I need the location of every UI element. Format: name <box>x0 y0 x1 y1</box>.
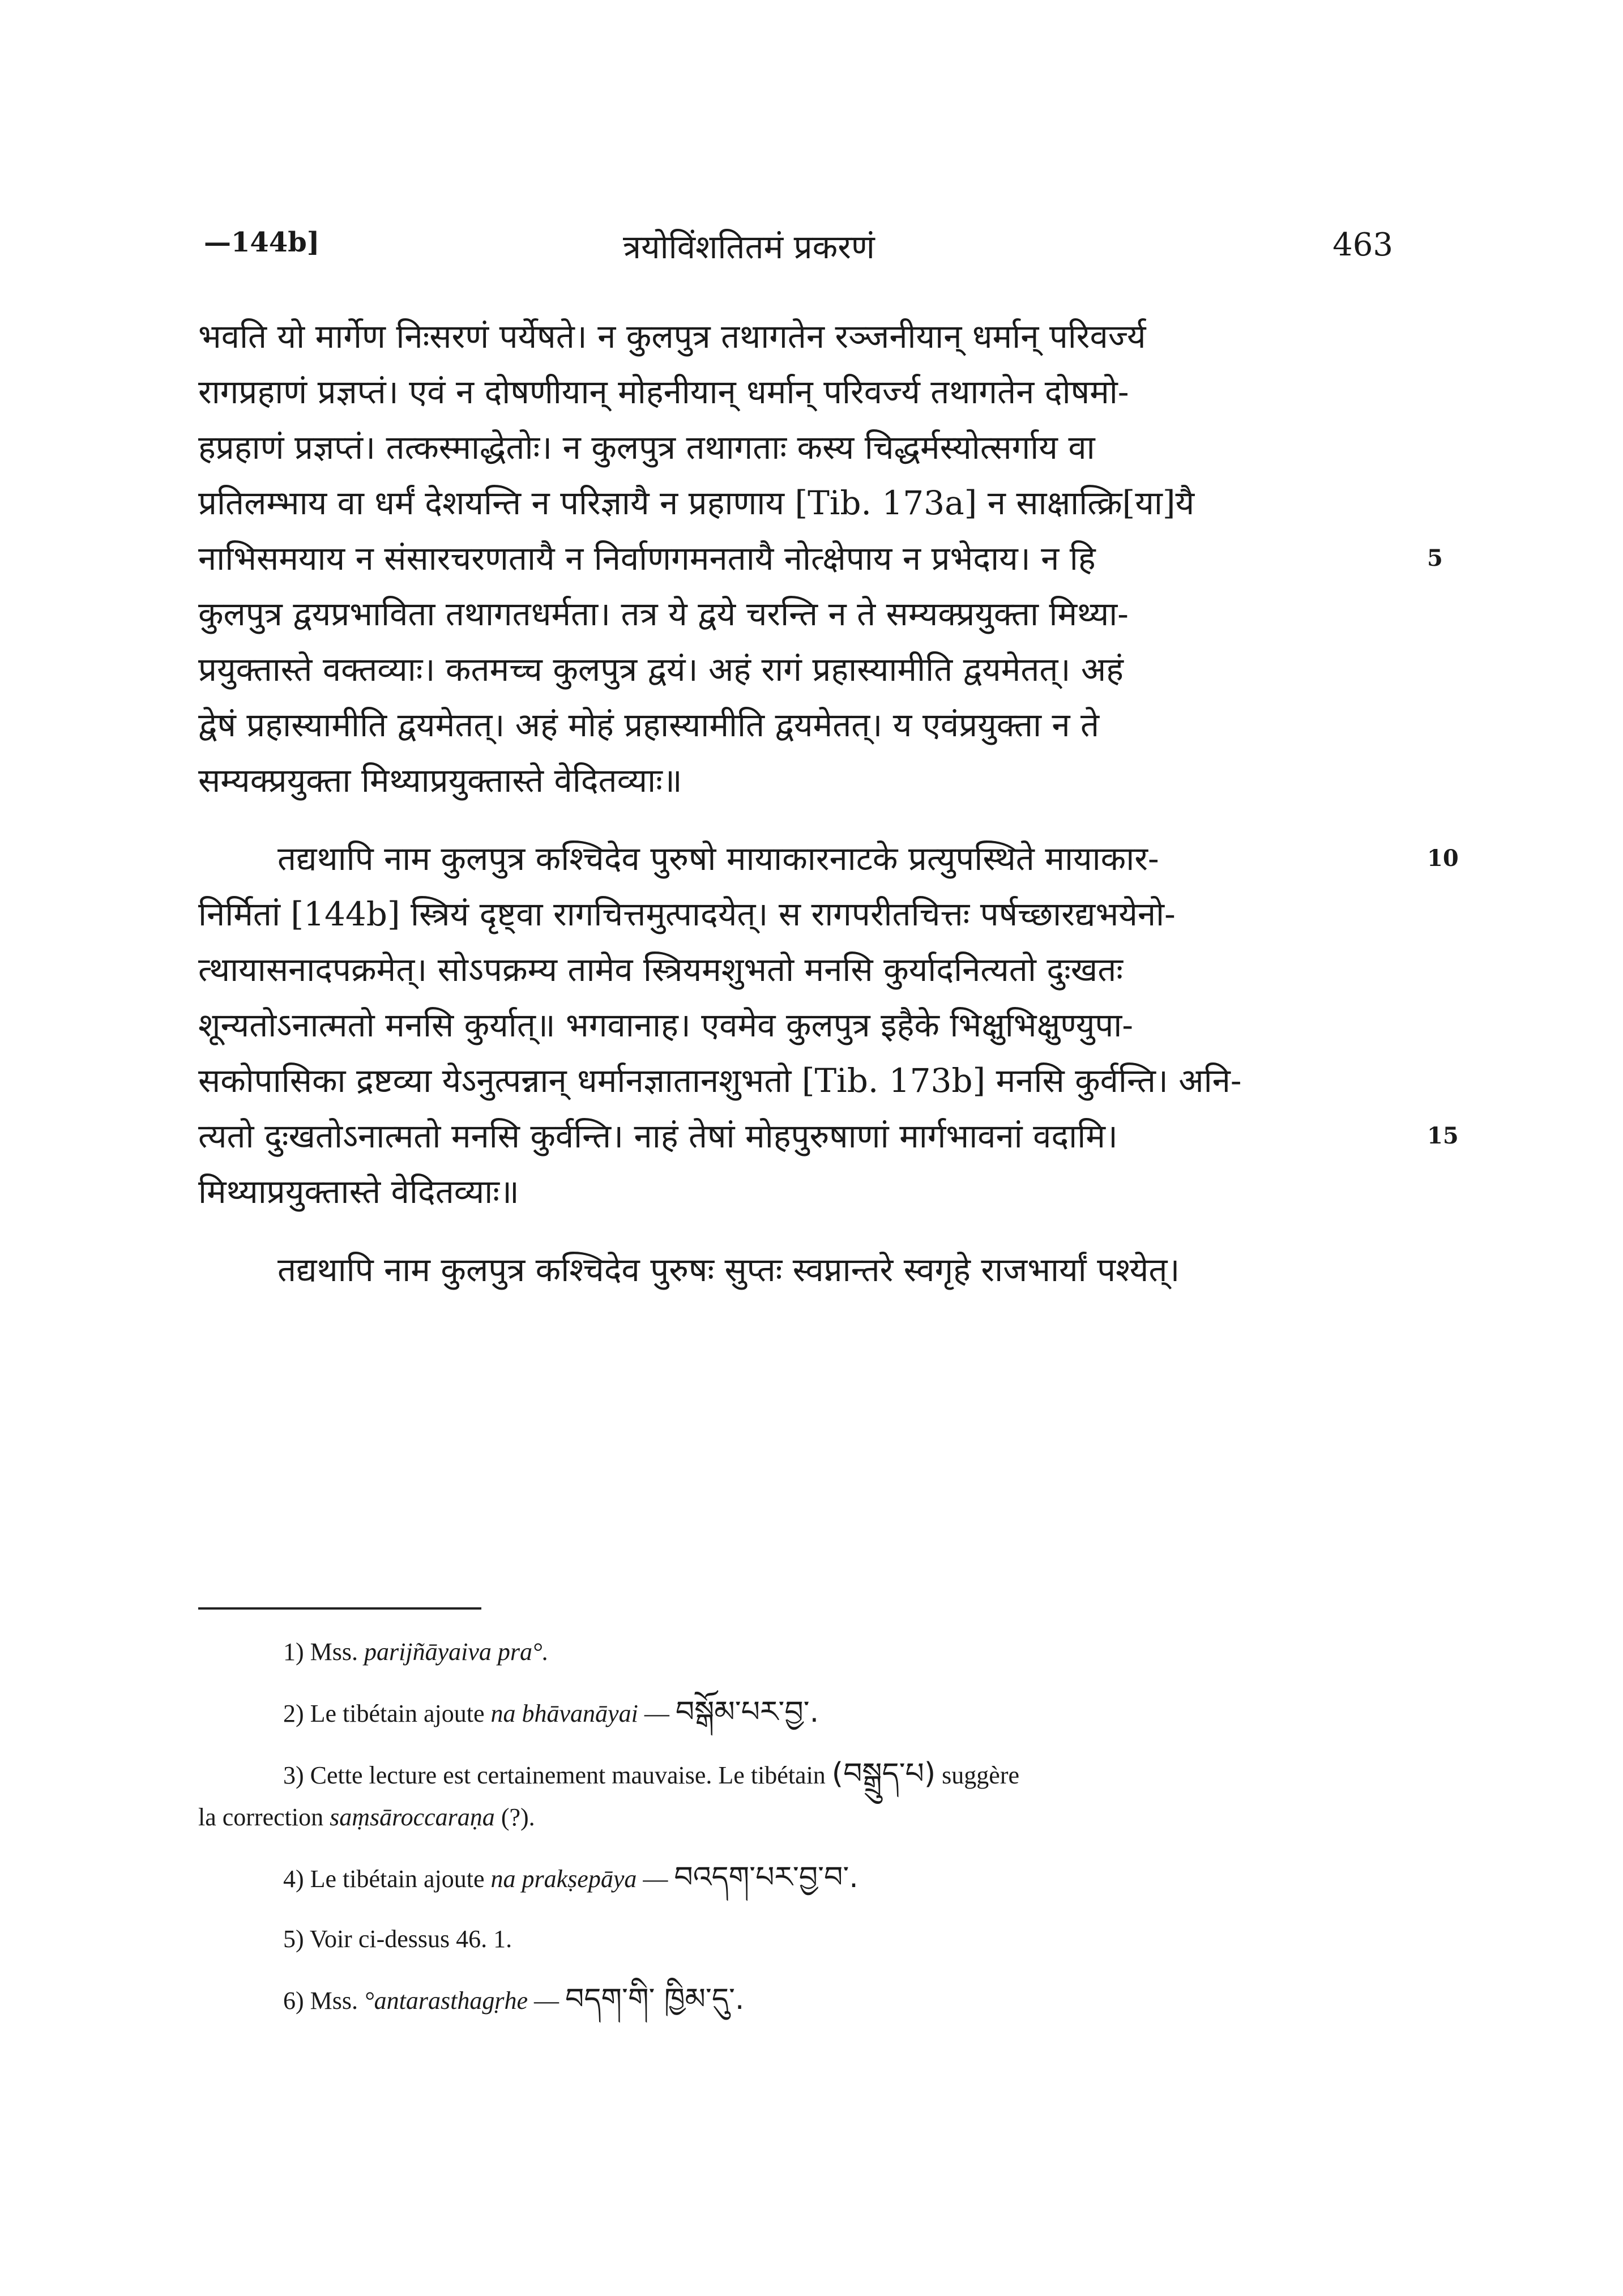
header-reference: —144b] <box>204 227 320 258</box>
footnote-3-continuation: la correction saṃsāroccaraṇa (?). <box>198 1803 535 1831</box>
text-line: कुलपुत्र द्वयप्रभाविता तथागतधर्मता। तत्र ये द्वये चरन्ति न ते सम्यक्प्रयुक्ता मिथ्या- <box>198 595 1129 633</box>
text-line: सकोपासिका द्रष्टव्या येऽनुत्पन्नान् धर्मानज्ञातानशुभतो [Tib. 173b] मनसि कुर्वन्ति। अनि- <box>198 1061 1242 1100</box>
text-line: त्यतो दुःखतोऽनात्मतो मनसि कुर्वन्ति। नाहं तेषां मोहपुरुषाणां मार्गभावनां वदामि। 15 <box>198 1108 1399 1164</box>
text-line: हप्रहाणं प्रज्ञप्तं। तत्कस्माद्धेतोः। न कुलपुत्र तथागताः कस्य चिद्धर्मस्योत्सर्गाय वा <box>198 428 1095 467</box>
footnote-4: 4) Le tibétain ajoute na prakṣepāya — བའདག་པར་བྱ་བ་. <box>283 1860 859 1894</box>
text-line: नाभिसमयाय न संसारचरणतायै न निर्वाणगमनतायै नोत्क्षेपाय न प्रभेदाय। न हि 5 <box>198 531 1399 586</box>
text-line: सम्यक्प्रयुक्ता मिथ्याप्रयुक्तास्ते वेदितव्याः॥ <box>198 761 682 800</box>
text-line: शून्यतोऽनात्मतो मनसि कुर्यात्॥ भगवानाह। एवमेव कुलपुत्र इहैके भिक्षुभिक्षुण्युपा- <box>198 1006 1133 1044</box>
footnote-divider <box>198 1607 481 1610</box>
text-line: तद्यथापि नाम कुलपुत्र कश्चिदेव पुरुषः सुप्तः स्वप्नान्तरे स्वगृहे राजभार्यां पश्येत्। <box>277 1251 1180 1289</box>
text-line: तद्यथापि नाम कुलपुत्र कश्चिदेव पुरुषो मायाकारनाटके प्रत्युपस्थिते मायाकार- 10 <box>198 831 1399 886</box>
text-line: प्रयुक्तास्ते वक्तव्याः। कतमच्च कुलपुत्र द्वयं। अहं रागं प्रहास्यामीति द्वयमेतत्। अहं <box>198 650 1124 689</box>
page-number: 463 <box>1332 227 1393 263</box>
text-line: निर्मितां [144b] स्त्रियं दृष्ट्वा रागचित्तमुत्पादयेत्। स रागपरीतचित्तः पर्षच्छारद्यभयेनो- <box>198 895 1176 933</box>
footnote-1: 1) Mss. parijñāyaiva pra°. <box>283 1638 549 1666</box>
footnote-3: 3) Cette lecture est certainement mauvaise. Le tibétain (བསྒྲུད་པ) suggère <box>283 1757 1020 1791</box>
line-number: 15 <box>1427 1123 1459 1149</box>
line-number: 10 <box>1427 845 1459 872</box>
text-line: द्वेषं प्रहास्यामीति द्वयमेतत्। अहं मोहं प्रहास्यामीति द्वयमेतत्। य एवंप्रयुक्ता न ते <box>198 706 1100 744</box>
footnotes <box>198 1634 1387 2043</box>
footnote-5: 5) Voir ci-dessus 46. 1. <box>283 1925 512 1953</box>
text-line: प्रतिलम्भाय वा धर्मं देशयन्ति न परिज्ञायै न प्रहाणाय [Tib. 173a] न साक्षात्क्रि[या]यै <box>198 484 1195 522</box>
text-line: त्थायासनादपक्रमेत्। सोऽपक्रम्य तामेव स्त्रियमशुभतो मनसि कुर्यादनित्यतो दुःखतः <box>198 950 1124 989</box>
text-line: भवति यो मार्गेण निःसरणं पर्येषते। न कुलपुत्र तथागतेन रञ्जनीयान् धर्मान् परिवर्ज्य <box>198 317 1146 356</box>
header-title: त्रयोविंशतितमं प्रकरणं <box>623 228 875 266</box>
text-line: रागप्रहाणं प्रज्ञप्तं। एवं न दोषणीयान् मोहनीयान् धर्मान् परिवर्ज्य तथागतेन दोषमो- <box>198 373 1129 411</box>
footnote-2: 2) Le tibétain ajoute na bhāvanāyai — བསྒོམ་པར་བྱ་. <box>283 1695 819 1729</box>
page-header <box>204 227 1393 278</box>
main-text <box>198 309 1459 1298</box>
text-line: मिथ्याप्रयुक्तास्ते वेदितव्याः॥ <box>198 1172 519 1211</box>
line-number: 5 <box>1427 545 1443 571</box>
footnote-6: 6) Mss. °antarasthagṛhe — བདག་གི་ ཁྱིམ་དུ་. <box>283 1982 745 2016</box>
